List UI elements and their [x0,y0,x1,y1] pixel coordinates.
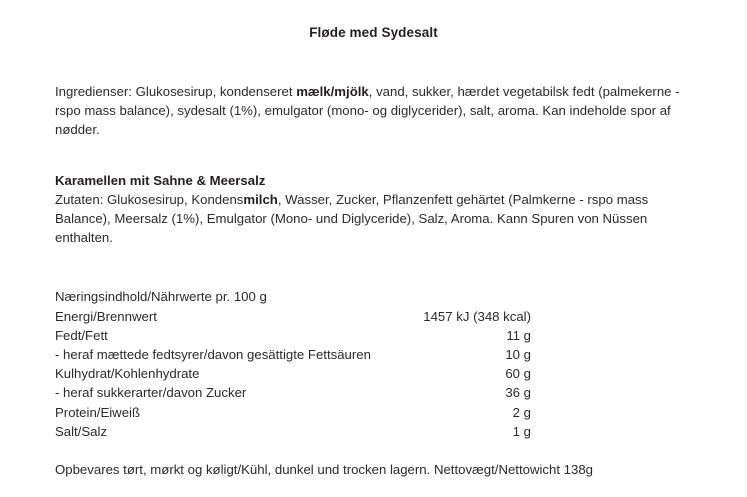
nutrition-row-value: 1457 kJ (348 kcal) [423,308,531,324]
nutrition-row [55,383,531,402]
nutrition-row [55,422,531,441]
nutrition-row-label: Salt/Salz [55,423,108,439]
german-ingredients-paragraph [55,190,695,248]
nutrition-table-heading-row [55,287,531,306]
nutrition-table-body [55,287,531,441]
spacer [55,140,695,171]
danish-ingredients-allergen: mælk/mjölk [296,84,369,99]
nutrition-row [55,326,531,345]
nutrition-row-value: 10 g [505,347,531,363]
nutrition-row-value: 60 g [505,366,531,382]
danish-ingredients-paragraph [55,82,695,140]
german-product-heading: Karamellen mit Sahne & Meersalz [55,172,266,188]
content-column [55,82,695,479]
nutrition-row-label: Fedt/Fett [55,327,108,343]
page-title: Fløde med Sydesalt [309,25,438,40]
nutrition-row-label: Protein/Eiweiß [55,404,141,420]
nutrition-row [55,364,531,383]
nutrition-row-label: Kulhydrat/Kohlenhydrate [55,366,200,382]
spacer [55,247,695,287]
nutrition-row-label: Energi/Brennwert [55,308,157,324]
german-ingredients-text-before: Zutaten: Glukosesirup, Kondens [55,191,244,207]
nutrition-row [55,403,531,422]
danish-ingredients-text-before: Ingredienser: Glukosesirup, kondenseret [55,84,297,99]
nutrition-row-value: 36 g [505,385,531,401]
nutrition-heading-value [394,287,531,306]
nutrition-table [55,287,531,441]
german-ingredients-allergen: milch [243,191,278,207]
nutrition-row-value: 2 g [512,404,531,420]
nutrition-row-label: - heraf sukkerarter/davon Zucker [55,385,247,401]
nutrition-row-value: 1 g [512,423,531,439]
nutrition-row-label: - heraf mættede fedtsyrer/davon gesättigte Fettsäuren [55,347,371,363]
storage-instructions: Opbevares tørt, mørkt og køligt/Kühl, dunkel und trocken lagern. Nettovægt/Nettowicht 138g [55,462,594,478]
danish-ingredients-text-after: , vand, sukker, hærdet vegetabilsk fedt (palmekerne - rspo mass balance), sydesalt (1%), emulgator (mono- og diglycerider), salt, aroma. Kan indeholde spor af nødder. [55,84,680,138]
spacer [55,441,695,460]
nutrition-row [55,345,531,364]
german-ingredients-text-after: , Wasser, Zucker, Pflanzenfett gehärtet (Palmkerne - rspo mass Balance), Meersalz (1%), Emulgator (Mono- und Diglyceride), Salz, Aroma. Kann Spuren von Nüssen enthalten. [55,191,649,246]
nutrition-row [55,307,531,326]
nutrition-heading: Næringsindhold/Nährwerte pr. 100 g [55,289,267,305]
nutrition-row-value: 11 g [506,327,531,343]
